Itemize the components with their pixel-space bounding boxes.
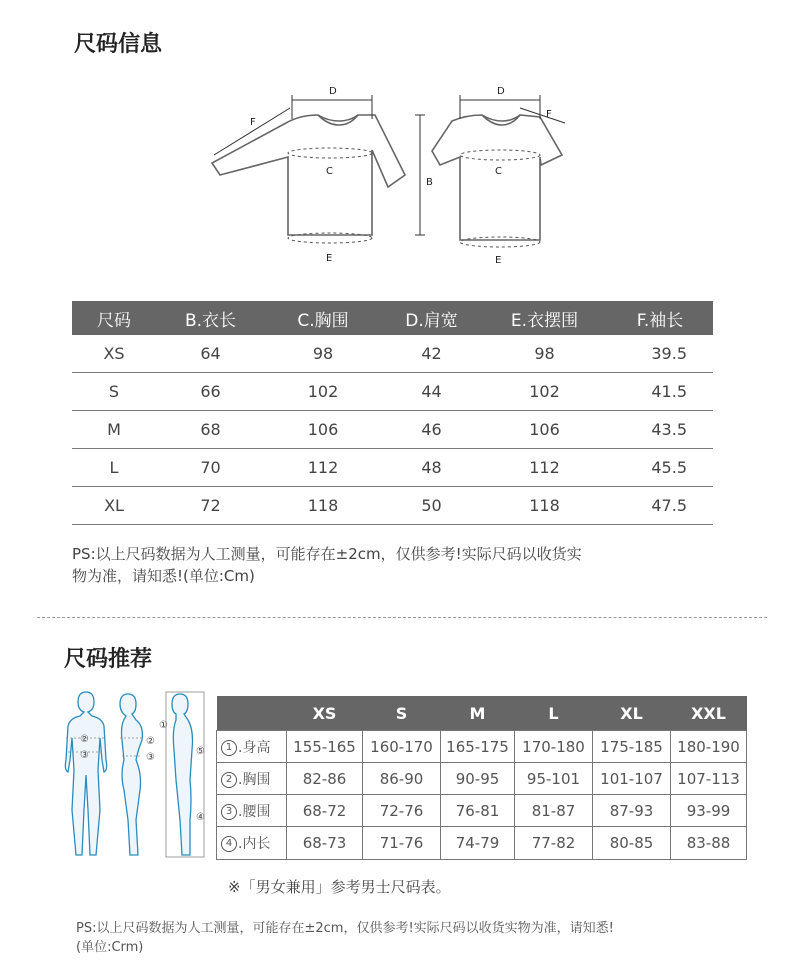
header-length: B.衣长 bbox=[156, 301, 265, 335]
cell-size: XL bbox=[72, 487, 156, 525]
cell-value: 71-76 bbox=[363, 827, 441, 860]
cell-chest: 118 bbox=[265, 487, 381, 525]
cell-sleeve: 43.5 bbox=[607, 411, 713, 449]
cell-sleeve: 45.5 bbox=[607, 449, 713, 487]
cell-hem: 118 bbox=[482, 487, 607, 525]
header-size: 尺码 bbox=[72, 301, 156, 335]
cell-value: 175-185 bbox=[593, 731, 671, 763]
figure-number-4: ④ bbox=[196, 812, 205, 823]
header-s: S bbox=[363, 696, 441, 731]
cell-size: XS bbox=[72, 335, 156, 373]
diagram-label-c-left: C bbox=[326, 166, 333, 177]
cell-value: 107-113 bbox=[671, 763, 747, 795]
header-xxl: XXL bbox=[671, 696, 747, 731]
header-m: M bbox=[441, 696, 515, 731]
body-measurement-figures bbox=[62, 690, 212, 865]
table-row bbox=[72, 449, 713, 487]
measurement-note-line1: PS:以上尺码数据为人工测量，可能存在±2cm，仅供参考!实际尺码以收货实 bbox=[72, 545, 582, 563]
cell-value: 82-86 bbox=[287, 763, 363, 795]
cell-size: L bbox=[72, 449, 156, 487]
measurement-note bbox=[72, 543, 722, 587]
cell-value: 93-99 bbox=[671, 795, 747, 827]
cell-value: 90-95 bbox=[441, 763, 515, 795]
cell-value: 95-101 bbox=[515, 763, 593, 795]
cell-hem: 106 bbox=[482, 411, 607, 449]
cell-sleeve: 41.5 bbox=[607, 373, 713, 411]
figure-number-2-side: ② bbox=[146, 736, 155, 747]
table-row bbox=[72, 335, 713, 373]
figure-number-2-front: ② bbox=[80, 734, 89, 745]
cell-hem: 98 bbox=[482, 335, 607, 373]
row-label-text: .内长 bbox=[238, 836, 271, 852]
section-divider bbox=[37, 617, 767, 618]
cell-value: 77-82 bbox=[515, 827, 593, 860]
table-row bbox=[72, 487, 713, 525]
row-label-text: .胸围 bbox=[238, 771, 271, 788]
short-sleeve-shirt-outline bbox=[432, 115, 562, 240]
unisex-note: ※「男女兼用」参考男士尺码表。 bbox=[228, 878, 451, 896]
long-sleeve-shirt-outline bbox=[212, 115, 405, 235]
row-label-waist bbox=[217, 795, 287, 827]
cell-shoulder: 48 bbox=[381, 449, 482, 487]
header-xs: XS bbox=[287, 696, 363, 731]
diagram-label-d-right: D bbox=[497, 86, 505, 97]
recommend-header-row bbox=[217, 696, 747, 731]
row-label-text: .身高 bbox=[238, 739, 271, 756]
diagram-label-d-left: D bbox=[329, 86, 337, 97]
diagram-label-f-right: F bbox=[546, 109, 552, 120]
row-number: 2 bbox=[221, 772, 237, 788]
side-male-figure bbox=[172, 694, 193, 855]
cell-value: 160-170 bbox=[363, 731, 441, 763]
garment-measurement-diagram bbox=[200, 75, 580, 275]
cell-shoulder: 46 bbox=[381, 411, 482, 449]
cell-sleeve: 39.5 bbox=[607, 335, 713, 373]
measurement-note-bottom-line1: PS:以上尺码数据为人工测量，可能存在±2cm，仅供参考!实际尺码以收货实物为准，请知悉! bbox=[76, 921, 614, 936]
header-shoulder: D.肩宽 bbox=[381, 301, 482, 335]
size-info-table bbox=[72, 301, 713, 525]
table-row bbox=[217, 731, 747, 763]
cell-shoulder: 42 bbox=[381, 335, 482, 373]
figure-number-1: ① bbox=[159, 720, 168, 731]
cell-value: 155-165 bbox=[287, 731, 363, 763]
diagram-label-b: B bbox=[426, 177, 433, 188]
table-row bbox=[217, 827, 747, 860]
diagram-label-e-right: E bbox=[495, 255, 502, 266]
table-row bbox=[72, 411, 713, 449]
cell-chest: 98 bbox=[265, 335, 381, 373]
cell-value: 86-90 bbox=[363, 763, 441, 795]
cell-length: 64 bbox=[156, 335, 265, 373]
cell-length: 72 bbox=[156, 487, 265, 525]
figure-number-5: ⑤ bbox=[196, 746, 205, 757]
cell-value: 81-87 bbox=[515, 795, 593, 827]
header-sleeve: F.袖长 bbox=[607, 301, 713, 335]
cell-size: S bbox=[72, 373, 156, 411]
cell-sleeve: 47.5 bbox=[607, 487, 713, 525]
table-row bbox=[72, 373, 713, 411]
cell-hem: 112 bbox=[482, 449, 607, 487]
cell-value: 101-107 bbox=[593, 763, 671, 795]
table-row bbox=[217, 763, 747, 795]
cell-hem: 102 bbox=[482, 373, 607, 411]
row-label-height bbox=[217, 731, 287, 763]
cell-value: 80-85 bbox=[593, 827, 671, 860]
cell-value: 72-76 bbox=[363, 795, 441, 827]
header-blank bbox=[217, 696, 287, 731]
size-recommend-table bbox=[216, 696, 747, 860]
cell-size: M bbox=[72, 411, 156, 449]
row-label-chest bbox=[217, 763, 287, 795]
header-hem: E.衣摆围 bbox=[482, 301, 607, 335]
figure-number-3-front: ③ bbox=[80, 750, 89, 761]
header-xl: XL bbox=[593, 696, 671, 731]
cell-shoulder: 50 bbox=[381, 487, 482, 525]
cell-value: 83-88 bbox=[671, 827, 747, 860]
cell-value: 180-190 bbox=[671, 731, 747, 763]
cell-length: 70 bbox=[156, 449, 265, 487]
cell-chest: 112 bbox=[265, 449, 381, 487]
row-number: 4 bbox=[221, 836, 237, 852]
measurement-note-bottom bbox=[76, 919, 776, 957]
table-row bbox=[217, 795, 747, 827]
cell-value: 165-175 bbox=[441, 731, 515, 763]
side-body-figure bbox=[120, 694, 142, 855]
measurement-note-line2: 物为准，请知悉!(单位:Cm) bbox=[72, 567, 255, 585]
cell-length: 66 bbox=[156, 373, 265, 411]
cell-value: 74-79 bbox=[441, 827, 515, 860]
diagram-label-e-left: E bbox=[326, 253, 333, 264]
figure-number-3-side: ③ bbox=[146, 752, 155, 763]
cell-value: 170-180 bbox=[515, 731, 593, 763]
size-table-header-row bbox=[72, 301, 713, 335]
cell-value: 68-73 bbox=[287, 827, 363, 860]
cell-value: 76-81 bbox=[441, 795, 515, 827]
row-number: 3 bbox=[221, 804, 237, 820]
section-title-size-recommend: 尺码推荐 bbox=[64, 647, 153, 672]
front-body-figure bbox=[65, 692, 106, 855]
header-l: L bbox=[515, 696, 593, 731]
cell-chest: 106 bbox=[265, 411, 381, 449]
row-number: 1 bbox=[221, 740, 237, 756]
cell-length: 68 bbox=[156, 411, 265, 449]
header-chest: C.胸围 bbox=[265, 301, 381, 335]
row-label-text: .腰围 bbox=[238, 803, 271, 820]
cell-value: 87-93 bbox=[593, 795, 671, 827]
cell-shoulder: 44 bbox=[381, 373, 482, 411]
measurement-note-bottom-line2: (单位:Crm) bbox=[76, 940, 144, 955]
diagram-label-f-left: F bbox=[250, 117, 256, 128]
row-label-inseam bbox=[217, 827, 287, 860]
section-title-size-info: 尺码信息 bbox=[74, 32, 163, 57]
diagram-label-c-right: C bbox=[495, 166, 502, 177]
cell-value: 68-72 bbox=[287, 795, 363, 827]
cell-chest: 102 bbox=[265, 373, 381, 411]
